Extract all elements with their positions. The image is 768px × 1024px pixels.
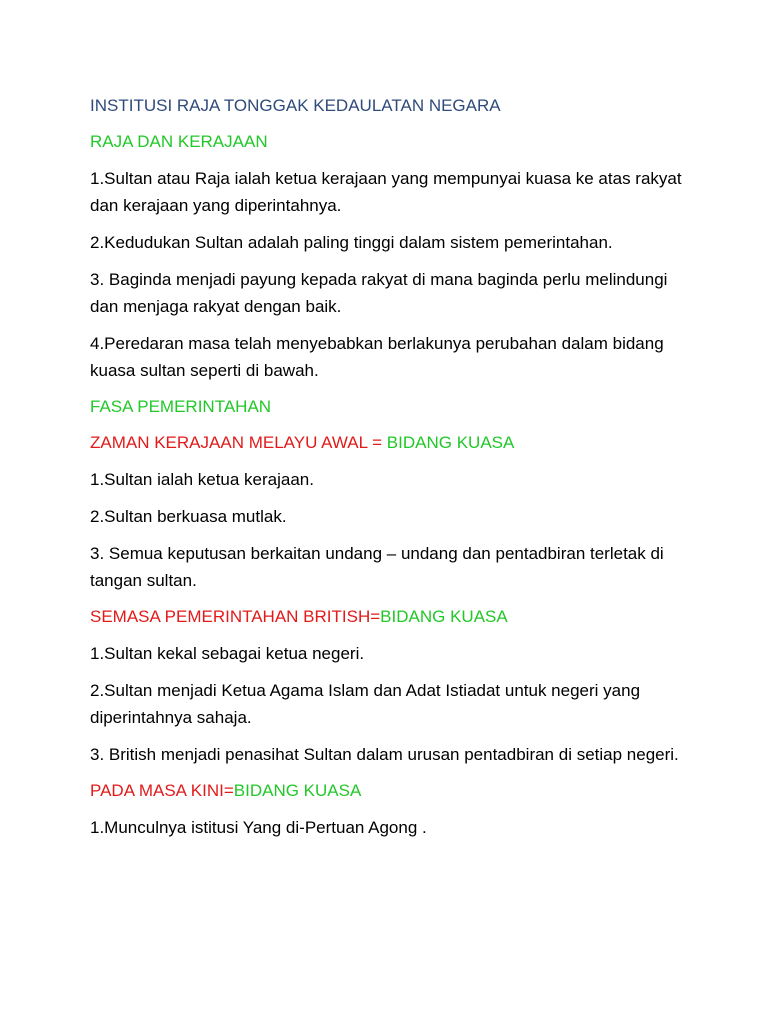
section-heading-raja-dan-kerajaan: RAJA DAN KERAJAAN [90,132,268,151]
paragraph: 3. Baginda menjadi payung kepada rakyat di mana baginda perlu melindungi dan menjaga rakyat dengan baik. [90,270,668,316]
paragraph: 3. Semua keputusan berkaitan undang – undang dan pentadbiran terletak di tangan sultan. [90,544,664,590]
paragraph: 1.Sultan ialah ketua kerajaan. [90,470,314,489]
document-page [90,93,690,851]
heading-bidang-kuasa-label: BIDANG KUASA [386,433,515,452]
document-title: INSTITUSI RAJA TONGGAK KEDAULATAN NEGARA [90,96,501,115]
paragraph: 1.Munculnya istitusi Yang di-Pertuan Agong . [90,818,427,837]
heading-bidang-kuasa-label: BIDANG KUASA [233,781,362,800]
paragraph: 1.Sultan atau Raja ialah ketua kerajaan yang mempunyai kuasa ke atas rakyat dan kerajaan yang diperintahnya. [90,169,682,215]
paragraph: 2.Kedudukan Sultan adalah paling tinggi dalam sistem pemerintahan. [90,233,613,252]
paragraph: 4.Peredaran masa telah menyebabkan berlakunya perubahan dalam bidang kuasa sultan seperti di bawah. [90,334,664,380]
section-heading-zaman-kerajaan-melayu-awal [90,430,690,456]
heading-phase-label: ZAMAN KERAJAAN MELAYU AWAL = [90,433,387,452]
paragraph: 2.Sultan menjadi Ketua Agama Islam dan Adat Istiadat untuk negeri yang diperintahnya sahaja. [90,681,641,727]
paragraph: 1.Sultan kekal sebagai ketua negeri. [90,644,365,663]
heading-phase-label: PADA MASA KINI= [90,781,234,800]
section-heading-pada-masa-kini [90,778,690,804]
paragraph: 2.Sultan berkuasa mutlak. [90,507,287,526]
heading-bidang-kuasa-label: BIDANG KUASA [380,607,508,626]
section-heading-fasa-pemerintahan: FASA PEMERINTAHAN [90,397,272,416]
section-heading-semasa-pemerintahan-british [90,604,690,630]
paragraph: 3. British menjadi penasihat Sultan dalam urusan pentadbiran di setiap negeri. [90,745,679,764]
heading-phase-label: SEMASA PEMERINTAHAN BRITISH= [90,607,381,626]
